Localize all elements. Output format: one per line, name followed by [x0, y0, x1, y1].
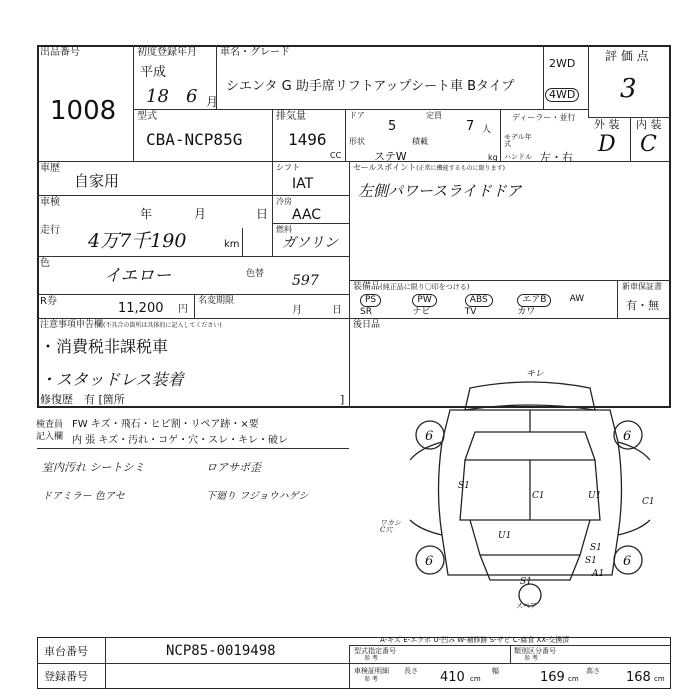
name-change-month: 月: [292, 305, 302, 316]
exterior-label: 外 装: [594, 118, 620, 131]
designation-label: 型式指定番号: [354, 647, 396, 655]
mileage-unit: km: [224, 239, 240, 250]
repair-bracket: ]: [340, 393, 345, 406]
equipment-item-0: SR: [360, 307, 372, 317]
mark-top: キレ: [526, 370, 544, 379]
interior-label: 内 装: [636, 118, 662, 131]
displacement-label: 排気量: [276, 111, 306, 122]
fuel-label: 燃料: [276, 225, 292, 234]
chassis-label: 車台番号: [44, 645, 88, 658]
height-label: 高さ: [586, 667, 600, 675]
mark-6: S1: [585, 556, 597, 566]
registration-label: 初度登録年月: [137, 47, 197, 58]
equipment-item-1: PW: [412, 294, 436, 307]
tire-value-rl: 6: [425, 554, 434, 569]
height-value: 168: [626, 670, 651, 685]
warranty-label: 新車保証書: [622, 282, 662, 291]
mileage-value: 4万7千190: [88, 230, 187, 252]
length-unit: cm: [470, 675, 481, 683]
designation-sub: 参 考: [364, 655, 378, 662]
aircon-value: AAC: [292, 207, 322, 223]
height-unit: cm: [654, 675, 665, 683]
sales-point-value: 左側パワースライドドア: [358, 182, 522, 200]
recycle-unit: 円: [178, 304, 188, 315]
mark-5: S1: [590, 543, 602, 553]
equipment-item-3: カワ: [517, 307, 536, 317]
dealer-label: ディーラー・並行: [512, 113, 576, 122]
color-code-label: 色替: [246, 269, 265, 279]
shift-label: シフト: [276, 163, 300, 172]
color-code-value: 597: [292, 273, 319, 289]
equipment-item-4: AW: [569, 294, 585, 304]
load-label: 積載: [412, 137, 428, 146]
capacity-label: 定員: [426, 111, 442, 120]
inspection-notes-row2: 内 張 キズ・汚れ・コゲ・穴・スレ・キレ・破レ: [72, 435, 289, 446]
mark-7: A1: [592, 569, 605, 579]
drive-4wd: 4WD: [545, 88, 579, 102]
chassis-value: NCP85-0019498: [166, 643, 276, 659]
mark-0: S1: [458, 481, 470, 491]
handle-value: 左・右: [540, 151, 573, 164]
recycle-label: R券: [40, 296, 57, 307]
aircon-label: 冷房: [276, 197, 292, 206]
history-label: 車歴: [40, 163, 60, 174]
registration-month: 6: [186, 86, 198, 107]
car-name-label: 車名・グレード: [220, 47, 290, 58]
doors-value: 5: [388, 119, 397, 134]
inspection-month: 月: [194, 207, 207, 221]
dims-label: 車検証明細: [354, 667, 389, 675]
notes-line1: ・消費税非課税車: [40, 337, 169, 356]
notes-label: 注意事項申告欄(不具合の箇所は具体的に記入してください): [40, 320, 222, 330]
inspection-year: 年: [140, 207, 153, 221]
sales-point-note: (正常に機能するものに限ります): [416, 165, 505, 172]
history-value: 自家用: [74, 172, 120, 190]
inspection-hand1: 室内汚れ シートシミ: [42, 461, 145, 474]
spare-label: スペア: [516, 602, 537, 610]
repair-value: 有 [箇所: [84, 393, 125, 406]
score-label: 評 価 点: [605, 49, 649, 63]
equipment-item-2: ABS: [465, 294, 493, 307]
displacement-unit: CC: [330, 151, 342, 160]
equipment-item-3: エアB: [517, 294, 551, 307]
shape-label: 形状: [349, 137, 365, 146]
mileage-label: 走行: [40, 225, 60, 236]
reg-no-label: 登録番号: [44, 670, 88, 683]
inspection-hand3: ドアミラー 色アセ: [42, 491, 125, 502]
interior-value: C: [640, 132, 657, 157]
damage-legend: A-キズ E-エクボ U-凹み W-補修跡 S-サビ C-腐食 XX-交換済: [380, 636, 570, 644]
tire-value-fr: 6: [623, 429, 632, 444]
inspection-hand2: ロアサポ歪: [206, 461, 261, 474]
mark-3: S1: [520, 577, 532, 587]
car-name-value: シエンタ G 助手席リフトアップシート車 Bタイプ: [226, 79, 515, 94]
equipment-top-row: [354, 294, 616, 306]
drive-2wd: 2WD: [549, 57, 576, 70]
doors-label: ドア: [349, 111, 365, 120]
back-label: 後日品: [353, 320, 381, 330]
shape-value: ステW: [374, 150, 407, 163]
equipment-item-1: ナビ: [412, 307, 431, 317]
inspection-day: 日: [256, 207, 269, 221]
shift-value: IAT: [292, 176, 314, 192]
class-no-sub: 参 考: [524, 655, 538, 662]
tire-value-rr: 6: [623, 554, 632, 569]
inspection-notes-label1: 検査員: [36, 420, 64, 430]
inspection-notes-row1: FW キズ・飛石・ヒビ割・リペア跡・×要: [72, 419, 259, 430]
displacement-value: 1496: [288, 130, 327, 149]
notes-line2: ・スタッドレス装着: [40, 370, 184, 389]
inspection-notes-label2: 記入欄: [36, 432, 64, 442]
inspection-label: 車検: [40, 197, 60, 208]
model-year-label: モデル年式: [504, 133, 532, 148]
registration-era: 平成: [140, 65, 167, 80]
inspection-hand4: 下廻り フジョウハゲシ: [206, 491, 309, 502]
notes-sub: (不具合の箇所は具体的に記入してください): [103, 322, 222, 329]
color-value: イエロー: [104, 266, 172, 286]
registration-year: 18: [146, 86, 169, 107]
equipment-note: (純正品に限り〇印をつける): [380, 283, 470, 291]
name-change-day: 日: [332, 305, 342, 316]
sales-point-label: セールスポイント(正常に機能するものに限ります): [353, 163, 505, 172]
mark-1: U1: [588, 491, 602, 501]
mark-4: C1: [642, 497, 655, 507]
length-label: 長さ: [404, 667, 418, 675]
car-damage-diagram: [380, 370, 680, 610]
mark-2: U1: [498, 531, 512, 541]
color-label: 色: [40, 258, 50, 269]
capacity-unit: 人: [482, 125, 492, 135]
model-label: 型式: [137, 111, 157, 122]
equipment-item-0: PS: [360, 294, 381, 307]
tire-value-fl: 6: [425, 429, 434, 444]
name-change-label: 名変期限: [198, 296, 235, 306]
repair-label: 修復歴: [40, 393, 73, 406]
rear-note: ワカシ C穴: [380, 519, 401, 534]
equipment-label: 装備品(純正品に限り〇印をつける): [353, 282, 470, 292]
load-unit: kg: [488, 153, 498, 162]
recycle-value: 11,200: [118, 301, 164, 316]
fuel-value: ガソリン: [282, 235, 338, 251]
warranty-value: 有・無: [626, 299, 659, 312]
capacity-value: 7: [466, 119, 475, 134]
lot-number: 1008: [50, 96, 117, 126]
lot-label: 出品番号: [40, 47, 80, 58]
length-value: 410: [440, 670, 465, 685]
model-value: CBA-NCP85G: [146, 130, 243, 149]
width-value: 169: [540, 670, 565, 685]
equipment-item-2: TV: [464, 307, 477, 317]
exterior-value: D: [598, 132, 616, 157]
mark-8: C1: [532, 491, 545, 501]
dims-sub: 参 考: [364, 676, 378, 683]
class-no-label: 類別区分番号: [514, 647, 556, 655]
width-label: 幅: [492, 667, 499, 675]
handle-label: ハンドル: [504, 153, 532, 161]
score-value: 3: [620, 74, 637, 104]
registration-month-unit: 月: [206, 95, 219, 109]
width-unit: cm: [568, 675, 579, 683]
